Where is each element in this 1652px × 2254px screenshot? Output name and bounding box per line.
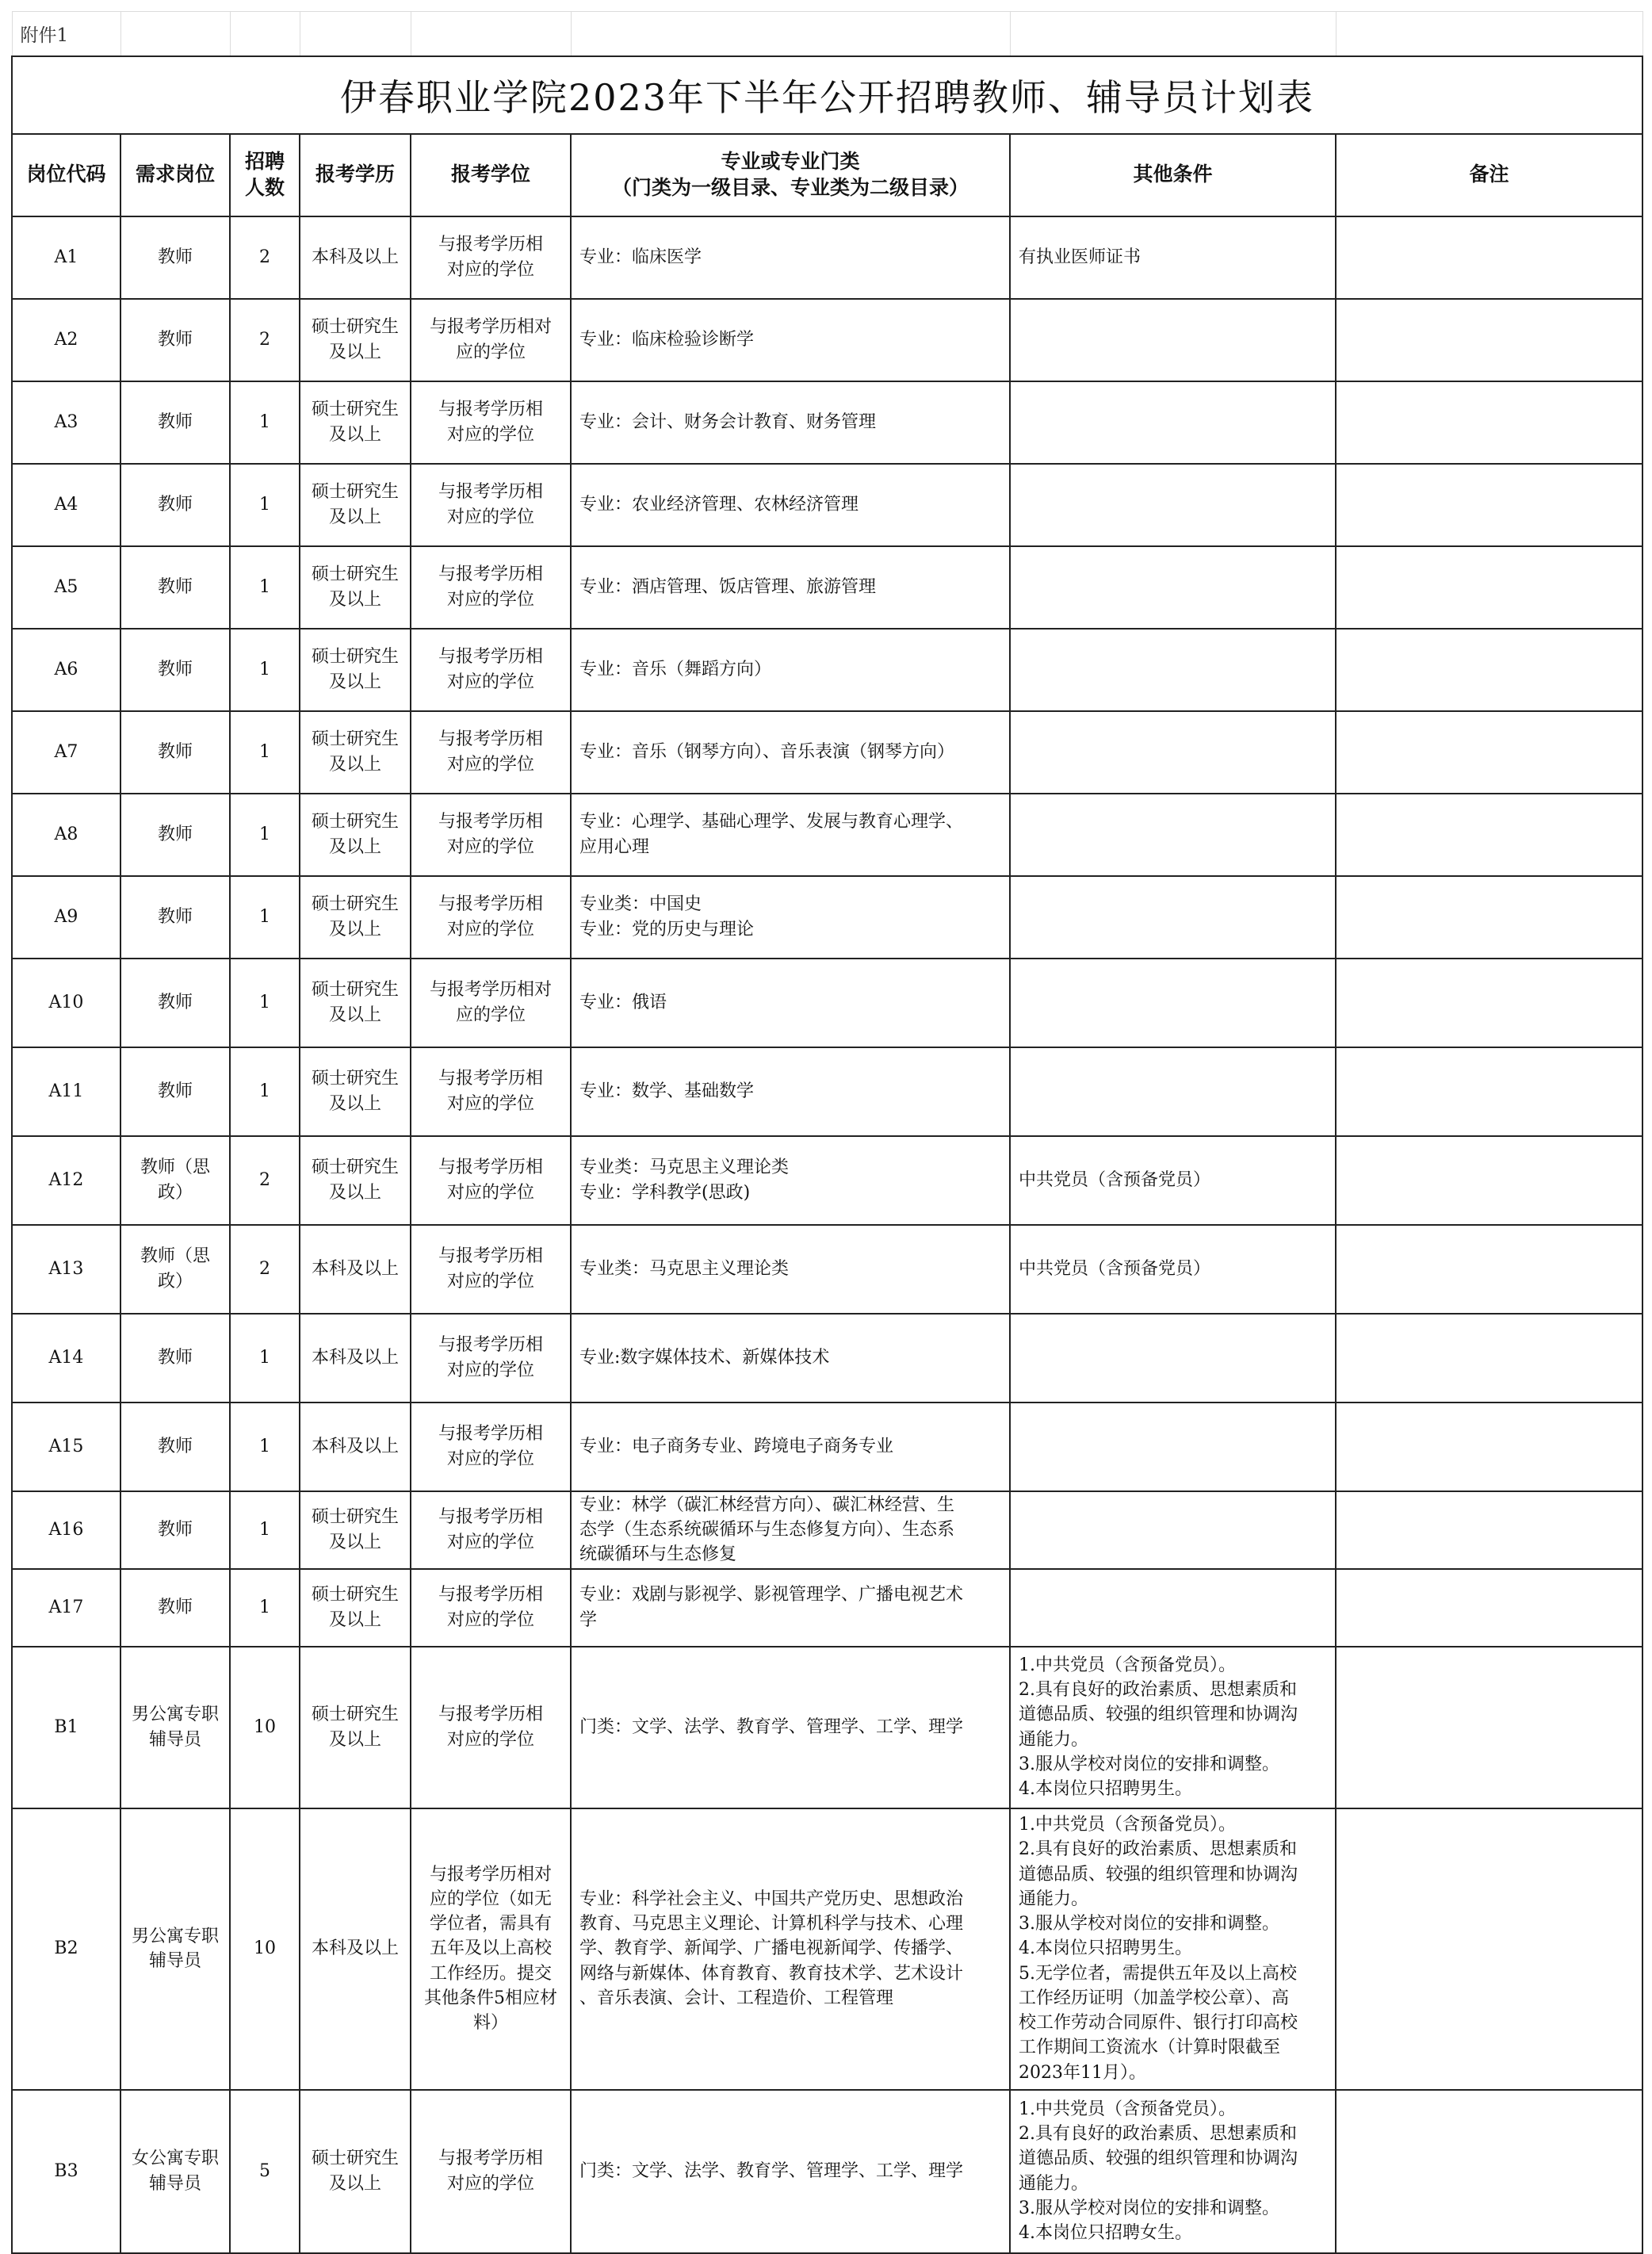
table-row <box>12 1808 1642 2090</box>
header-code: 岗位代码 <box>12 134 120 216</box>
cell-other: 中共党员（含预备党员） <box>1010 1136 1336 1225</box>
cell-education: 本科及以上 <box>300 1808 411 2090</box>
cell-education: 硕士研究生 及以上 <box>300 2090 411 2253</box>
cell-code: A2 <box>12 299 120 381</box>
cell-major: 专业：科学社会主义、中国共产党历史、思想政治 教育、马克思主义理论、计算机科学与技术、心理 学、教育学、新闻学、广播电视新闻学、传播学、 网络与新媒体、体育教育、教育技术学、艺术设计 、音乐表演、会计、工程造价、工程管理 <box>571 1808 1010 2090</box>
cell-other <box>1010 464 1336 546</box>
cell-degree: 与报考学历相 对应的学位 <box>411 629 571 711</box>
cell-code: A17 <box>12 1569 120 1647</box>
cell-major: 专业:数字媒体技术、新媒体技术 <box>571 1314 1010 1403</box>
cell-count: 2 <box>230 1225 300 1314</box>
table-row <box>12 794 1642 876</box>
cell-degree: 与报考学历相 对应的学位 <box>411 1491 571 1569</box>
recruitment-plan-table <box>11 11 1643 2254</box>
cell-code: B3 <box>12 2090 120 2253</box>
cell-count: 1 <box>230 629 300 711</box>
cell-position: 教师 <box>120 1569 230 1647</box>
cell-remark <box>1336 959 1642 1047</box>
table-row <box>12 959 1642 1047</box>
cell-position: 教师 <box>120 299 230 381</box>
cell-major: 专业：戏剧与影视学、影视管理学、广播电视艺术 学 <box>571 1569 1010 1647</box>
cell-education: 硕士研究生 及以上 <box>300 1569 411 1647</box>
cell-position: 教师 <box>120 1403 230 1491</box>
title-row <box>12 56 1642 134</box>
cell-count: 1 <box>230 1314 300 1403</box>
cell-education: 硕士研究生 及以上 <box>300 711 411 794</box>
cell-position: 教师 <box>120 381 230 464</box>
cell-remark <box>1336 546 1642 629</box>
cell-code: A10 <box>12 959 120 1047</box>
cell-major: 专业：农业经济管理、农林经济管理 <box>571 464 1010 546</box>
cell-position: 男公寓专职 辅导员 <box>120 1647 230 1808</box>
cell-other <box>1010 381 1336 464</box>
cell-other <box>1010 546 1336 629</box>
cell-remark <box>1336 464 1642 546</box>
cell-education: 硕士研究生 及以上 <box>300 1047 411 1136</box>
cell-degree: 与报考学历相 对应的学位 <box>411 216 571 299</box>
cell-degree: 与报考学历相 对应的学位 <box>411 876 571 959</box>
cell-degree: 与报考学历相对 应的学位 <box>411 299 571 381</box>
cell-other: 1.中共党员（含预备党员）。 2.具有良好的政治素质、思想素质和 道德品质、较强的组织管理和协调沟 通能力。 3.服从学校对岗位的安排和调整。 4.本岗位只招聘男生。 5.无学位者，需提供五年及以上高校 工作经历证明（加盖学校公章）、高 校工作劳动合同原件、银行打印高校 工作期间工资流水（计算时限截至 2023年11月）。 <box>1010 1808 1336 2090</box>
cell-position: 教师 <box>120 1314 230 1403</box>
cell-count: 5 <box>230 2090 300 2253</box>
cell-major: 专业：会计、财务会计教育、财务管理 <box>571 381 1010 464</box>
cell-count: 2 <box>230 299 300 381</box>
cell-code: A6 <box>12 629 120 711</box>
cell-code: A11 <box>12 1047 120 1136</box>
cell-education: 硕士研究生 及以上 <box>300 1136 411 1225</box>
cell-code: A16 <box>12 1491 120 1569</box>
cell-education: 本科及以上 <box>300 1314 411 1403</box>
cell-remark <box>1336 216 1642 299</box>
cell-education: 硕士研究生 及以上 <box>300 959 411 1047</box>
cell-major: 专业类：马克思主义理论类 <box>571 1225 1010 1314</box>
cell-other <box>1010 1569 1336 1647</box>
cell-position: 男公寓专职 辅导员 <box>120 1808 230 2090</box>
cell-position: 教师（思 政） <box>120 1136 230 1225</box>
cell-other <box>1010 794 1336 876</box>
cell-count: 1 <box>230 381 300 464</box>
cell-degree: 与报考学历相 对应的学位 <box>411 1314 571 1403</box>
cell-remark <box>1336 1047 1642 1136</box>
cell-other: 有执业医师证书 <box>1010 216 1336 299</box>
cell-education: 本科及以上 <box>300 1225 411 1314</box>
cell-major: 专业：音乐（钢琴方向）、音乐表演（钢琴方向） <box>571 711 1010 794</box>
cell-code: A15 <box>12 1403 120 1491</box>
cell-education: 硕士研究生 及以上 <box>300 546 411 629</box>
cell-degree: 与报考学历相 对应的学位 <box>411 1047 571 1136</box>
cell-count: 2 <box>230 1136 300 1225</box>
cell-degree: 与报考学历相 对应的学位 <box>411 794 571 876</box>
table-row <box>12 1225 1642 1314</box>
cell-other <box>1010 876 1336 959</box>
table-row <box>12 2090 1642 2253</box>
cell-education: 本科及以上 <box>300 1403 411 1491</box>
cell-major: 专业：临床医学 <box>571 216 1010 299</box>
cell-remark <box>1336 1314 1642 1403</box>
cell-code: B2 <box>12 1808 120 2090</box>
table-row <box>12 381 1642 464</box>
cell-remark <box>1336 1225 1642 1314</box>
cell-education: 硕士研究生 及以上 <box>300 464 411 546</box>
cell-other <box>1010 299 1336 381</box>
cell-remark <box>1336 1808 1642 2090</box>
cell-code: A7 <box>12 711 120 794</box>
cell-code: A4 <box>12 464 120 546</box>
cell-degree: 与报考学历相 对应的学位 <box>411 711 571 794</box>
cell-education: 硕士研究生 及以上 <box>300 876 411 959</box>
cell-other: 1.中共党员（含预备党员）。 2.具有良好的政治素质、思想素质和 道德品质、较强的组织管理和协调沟 通能力。 3.服从学校对岗位的安排和调整。 4.本岗位只招聘女生。 <box>1010 2090 1336 2253</box>
header-position: 需求岗位 <box>120 134 230 216</box>
attachment-row <box>12 12 1642 56</box>
table-row <box>12 629 1642 711</box>
cell-count: 1 <box>230 546 300 629</box>
header-degree: 报考学位 <box>411 134 571 216</box>
cell-code: A14 <box>12 1314 120 1403</box>
cell-remark <box>1336 794 1642 876</box>
cell-position: 教师 <box>120 1047 230 1136</box>
cell-code: A5 <box>12 546 120 629</box>
cell-remark <box>1336 876 1642 959</box>
cell-code: A9 <box>12 876 120 959</box>
cell-education: 硕士研究生 及以上 <box>300 1647 411 1808</box>
cell-remark <box>1336 299 1642 381</box>
cell-degree: 与报考学历相对 应的学位 <box>411 959 571 1047</box>
cell-count: 2 <box>230 216 300 299</box>
cell-code: A3 <box>12 381 120 464</box>
table-row <box>12 1047 1642 1136</box>
header-education: 报考学历 <box>300 134 411 216</box>
cell-position: 教师 <box>120 876 230 959</box>
cell-degree: 与报考学历相 对应的学位 <box>411 1647 571 1808</box>
table-row <box>12 1647 1642 1808</box>
header-row <box>12 134 1642 216</box>
cell-position: 教师 <box>120 711 230 794</box>
cell-position: 教师 <box>120 546 230 629</box>
cell-major: 专业类：中国史 专业：党的历史与理论 <box>571 876 1010 959</box>
cell-major: 专业：心理学、基础心理学、发展与教育心理学、 应用心理 <box>571 794 1010 876</box>
cell-degree: 与报考学历相 对应的学位 <box>411 381 571 464</box>
cell-position: 教师（思 政） <box>120 1225 230 1314</box>
cell-code: A1 <box>12 216 120 299</box>
cell-education: 硕士研究生 及以上 <box>300 794 411 876</box>
header-remark: 备注 <box>1336 134 1642 216</box>
table-row <box>12 546 1642 629</box>
cell-code: A13 <box>12 1225 120 1314</box>
cell-major: 专业：林学（碳汇林经营方向）、碳汇林经营、生 态学（生态系统碳循环与生态修复方向）、生态系 统碳循环与生态修复 <box>571 1491 1010 1569</box>
cell-position: 教师 <box>120 464 230 546</box>
cell-count: 1 <box>230 711 300 794</box>
cell-count: 10 <box>230 1808 300 2090</box>
cell-count: 1 <box>230 1491 300 1569</box>
cell-major: 专业：临床检验诊断学 <box>571 299 1010 381</box>
attachment-label: 附件1 <box>12 12 120 56</box>
cell-code: B1 <box>12 1647 120 1808</box>
cell-degree: 与报考学历相 对应的学位 <box>411 1403 571 1491</box>
cell-remark <box>1336 1569 1642 1647</box>
cell-other <box>1010 1314 1336 1403</box>
table-row <box>12 299 1642 381</box>
cell-code: A8 <box>12 794 120 876</box>
cell-remark <box>1336 1136 1642 1225</box>
recruitment-sheet <box>11 11 1643 2254</box>
cell-major: 专业：俄语 <box>571 959 1010 1047</box>
cell-other <box>1010 629 1336 711</box>
cell-education: 硕士研究生 及以上 <box>300 381 411 464</box>
cell-remark <box>1336 1491 1642 1569</box>
cell-count: 1 <box>230 464 300 546</box>
cell-education: 硕士研究生 及以上 <box>300 1491 411 1569</box>
header-major: 专业或专业门类 （门类为一级目录、专业类为二级目录） <box>571 134 1010 216</box>
header-count: 招聘 人数 <box>230 134 300 216</box>
cell-major: 专业：电子商务专业、跨境电子商务专业 <box>571 1403 1010 1491</box>
cell-major: 专业：音乐（舞蹈方向） <box>571 629 1010 711</box>
cell-code: A12 <box>12 1136 120 1225</box>
cell-other <box>1010 1403 1336 1491</box>
cell-education: 硕士研究生 及以上 <box>300 629 411 711</box>
table-row <box>12 216 1642 299</box>
cell-count: 10 <box>230 1647 300 1808</box>
cell-position: 教师 <box>120 216 230 299</box>
cell-position: 教师 <box>120 794 230 876</box>
table-row <box>12 1136 1642 1225</box>
table-row <box>12 1569 1642 1647</box>
cell-position: 教师 <box>120 629 230 711</box>
cell-degree: 与报考学历相 对应的学位 <box>411 1136 571 1225</box>
cell-major: 门类：文学、法学、教育学、管理学、工学、理学 <box>571 2090 1010 2253</box>
cell-other <box>1010 1491 1336 1569</box>
cell-major: 专业：酒店管理、饭店管理、旅游管理 <box>571 546 1010 629</box>
cell-remark <box>1336 629 1642 711</box>
cell-other: 中共党员（含预备党员） <box>1010 1225 1336 1314</box>
cell-major: 专业类：马克思主义理论类 专业：学科教学(思政) <box>571 1136 1010 1225</box>
cell-education: 本科及以上 <box>300 216 411 299</box>
cell-degree: 与报考学历相 对应的学位 <box>411 1225 571 1314</box>
cell-remark <box>1336 711 1642 794</box>
cell-remark <box>1336 381 1642 464</box>
cell-degree: 与报考学历相 对应的学位 <box>411 1569 571 1647</box>
cell-remark <box>1336 2090 1642 2253</box>
cell-major: 专业：数学、基础数学 <box>571 1047 1010 1136</box>
cell-count: 1 <box>230 959 300 1047</box>
cell-degree: 与报考学历相 对应的学位 <box>411 2090 571 2253</box>
cell-count: 1 <box>230 1403 300 1491</box>
cell-other: 1.中共党员（含预备党员）。 2.具有良好的政治素质、思想素质和 道德品质、较强的组织管理和协调沟 通能力。 3.服从学校对岗位的安排和调整。 4.本岗位只招聘男生。 <box>1010 1647 1336 1808</box>
cell-degree: 与报考学历相对 应的学位（如无 学位者，需具有 五年及以上高校 工作经历。提交 其他条件5相应材 料） <box>411 1808 571 2090</box>
page-title: 伊春职业学院2023年下半年公开招聘教师、辅导员计划表 <box>12 56 1642 134</box>
cell-education: 硕士研究生 及以上 <box>300 299 411 381</box>
table-row <box>12 464 1642 546</box>
cell-degree: 与报考学历相 对应的学位 <box>411 464 571 546</box>
cell-other <box>1010 711 1336 794</box>
cell-remark <box>1336 1647 1642 1808</box>
cell-major: 门类：文学、法学、教育学、管理学、工学、理学 <box>571 1647 1010 1808</box>
cell-count: 1 <box>230 1047 300 1136</box>
cell-position: 女公寓专职 辅导员 <box>120 2090 230 2253</box>
table-row <box>12 1491 1642 1569</box>
cell-count: 1 <box>230 794 300 876</box>
table-row <box>12 711 1642 794</box>
cell-other <box>1010 959 1336 1047</box>
cell-position: 教师 <box>120 959 230 1047</box>
cell-remark <box>1336 1403 1642 1491</box>
table-body <box>12 216 1642 2253</box>
table-row <box>12 1314 1642 1403</box>
cell-other <box>1010 1047 1336 1136</box>
cell-count: 1 <box>230 1569 300 1647</box>
table-row <box>12 876 1642 959</box>
table-row <box>12 1403 1642 1491</box>
header-other: 其他条件 <box>1010 134 1336 216</box>
cell-position: 教师 <box>120 1491 230 1569</box>
cell-degree: 与报考学历相 对应的学位 <box>411 546 571 629</box>
cell-count: 1 <box>230 876 300 959</box>
